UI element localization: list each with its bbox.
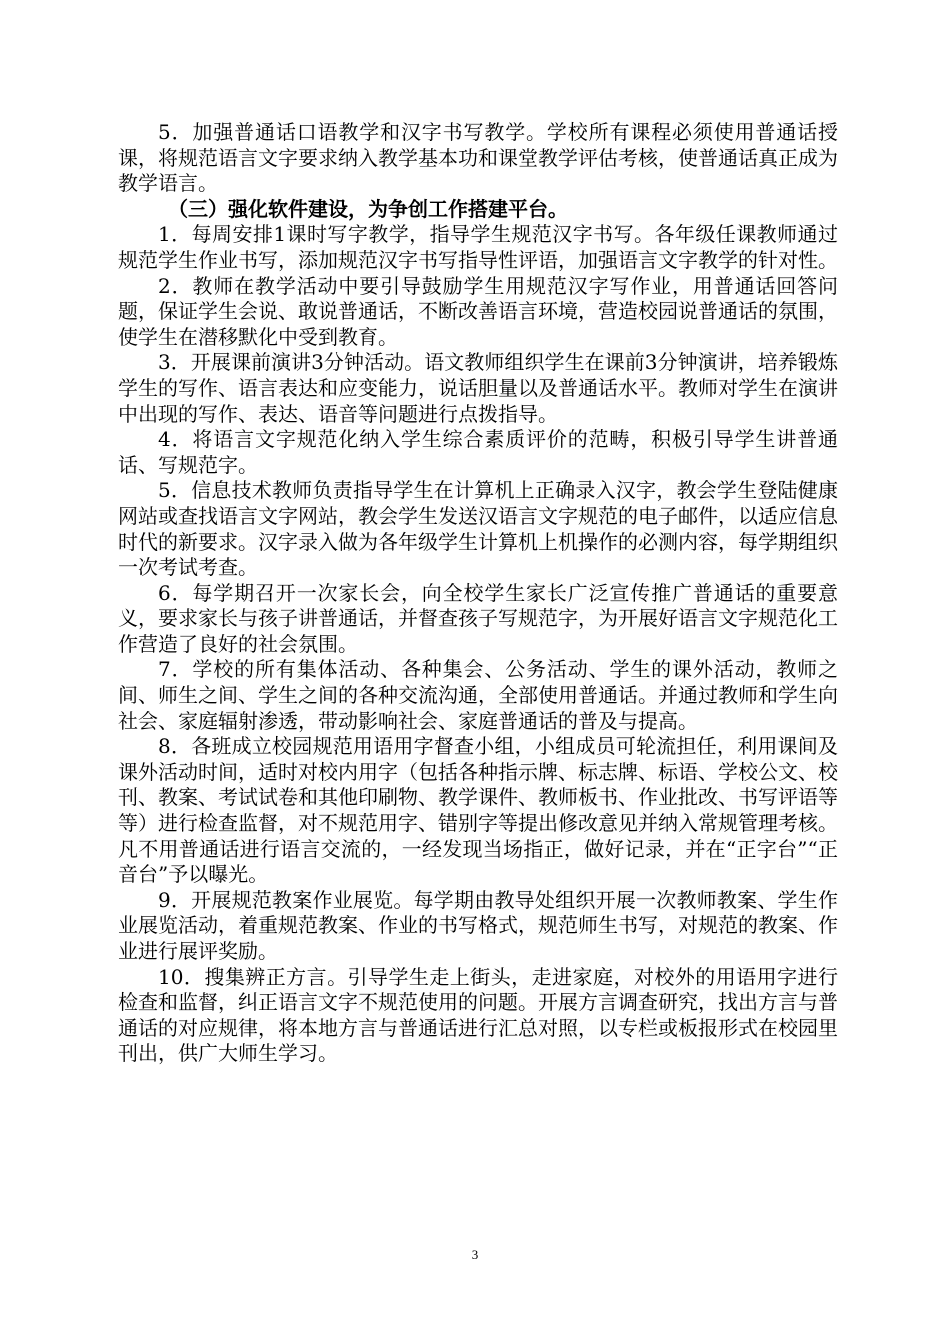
- paragraph-item-9-lesson-plan-exhibition: 9．开展规范教案作业展览。每学期由教导处组织开展一次教师教案、学生作业展览活动，着重规范教案、作业的书写格式，规范师生书写，对规范的教案、作业进行展评奖励。: [118, 887, 838, 963]
- paragraph-item-8-supervision-group: 8．各班成立校园规范用语用字督查小组，小组成员可轮流担任，利用课间及课外活动时间，适时对校内用字（包括各种指示牌、标志牌、标语、学校公文、校刊、教案、考试试卷和其他印刷物、教学课件、教师板书、作业批改、书写评语等等）进行检查监督，对不规范用字、错别字等提出修改意见并纳入常规管理考核。凡不用普通话进行语言交流的，一经发现当场指正，做好记录，并在“正字台”“正音台”予以曝光。: [118, 734, 838, 887]
- paragraph-item-3-speech-activity: 3．开展课前演讲3分钟活动。语文教师组织学生在课前3分钟演讲，培养锻炼学生的写作、语言表达和应变能力，说话胆量以及普通话水平。教师对学生在演讲中出现的写作、表达、语音等问题进行点拨指导。: [118, 350, 838, 426]
- section-heading-software-building: （三）强化软件建设，为争创工作搭建平台。: [168, 196, 568, 221]
- paragraph-item-10-dialect-correction: 10．搜集辨正方言。引导学生走上街头，走进家庭，对校外的用语用字进行检查和监督，纠正语言文字不规范使用的问题。开展方言调查研究，找出方言与普通话的对应规律，将本地方言与普通话进行汇总对照，以专栏或板报形式在校园里刊出，供广大师生学习。: [118, 964, 838, 1066]
- paragraph-item-6-parent-meeting: 6．每学期召开一次家长会，向全校学生家长广泛宣传推广普通话的重要意义，要求家长与孩子讲普通话，并督查孩子写规范字，为开展好语言文字规范化工作营造了良好的社会氛围。: [118, 580, 838, 656]
- paragraph-item-5-it-teachers: 5．信息技术教师负责指导学生在计算机上正确录入汉字，教会学生登陆健康网站或查找语言文字网站，教会学生发送汉语言文字规范的电子邮件，以适应信息时代的新要求。汉字录入做为各年级学生计算机上机操作的必测内容，每学期组织一次考试考查。: [118, 478, 838, 580]
- paragraph-item-2-teacher-guidance: 2．教师在教学活动中要引导鼓励学生用规范汉字写作业，用普通话回答问题，保证学生会说、敢说普通话，不断改善语言环境，营造校园说普通话的氛围，使学生在潜移默化中受到教育。: [118, 273, 838, 349]
- paragraph-item-4-quality-evaluation: 4．将语言文字规范化纳入学生综合素质评价的范畴，积极引导学生讲普通话、写规范字。: [118, 427, 838, 477]
- page-number: 3: [471, 1247, 479, 1262]
- document-body: [118, 120, 838, 1067]
- paragraph-item-1-writing-lessons: 1．每周安排1课时写字教学，指导学生规范汉字书写。各年级任课教师通过规范学生作业书写，添加规范汉字书写指导性评语，加强语言文字教学的针对性。: [118, 222, 838, 272]
- paragraph-item-5-putonghua-teaching: 5．加强普通话口语教学和汉字书写教学。学校所有课程必须使用普通话授课，将规范语言文字要求纳入教学基本功和课堂教学评估考核，使普通话真正成为教学语言。: [118, 120, 838, 196]
- paragraph-item-7-collective-activities: 7．学校的所有集体活动、各种集会、公务活动、学生的课外活动，教师之间、师生之间、学生之间的各种交流沟通，全部使用普通话。并通过教师和学生向社会、家庭辐射渗透，带动影响社会、家庭普通话的普及与提高。: [118, 657, 838, 733]
